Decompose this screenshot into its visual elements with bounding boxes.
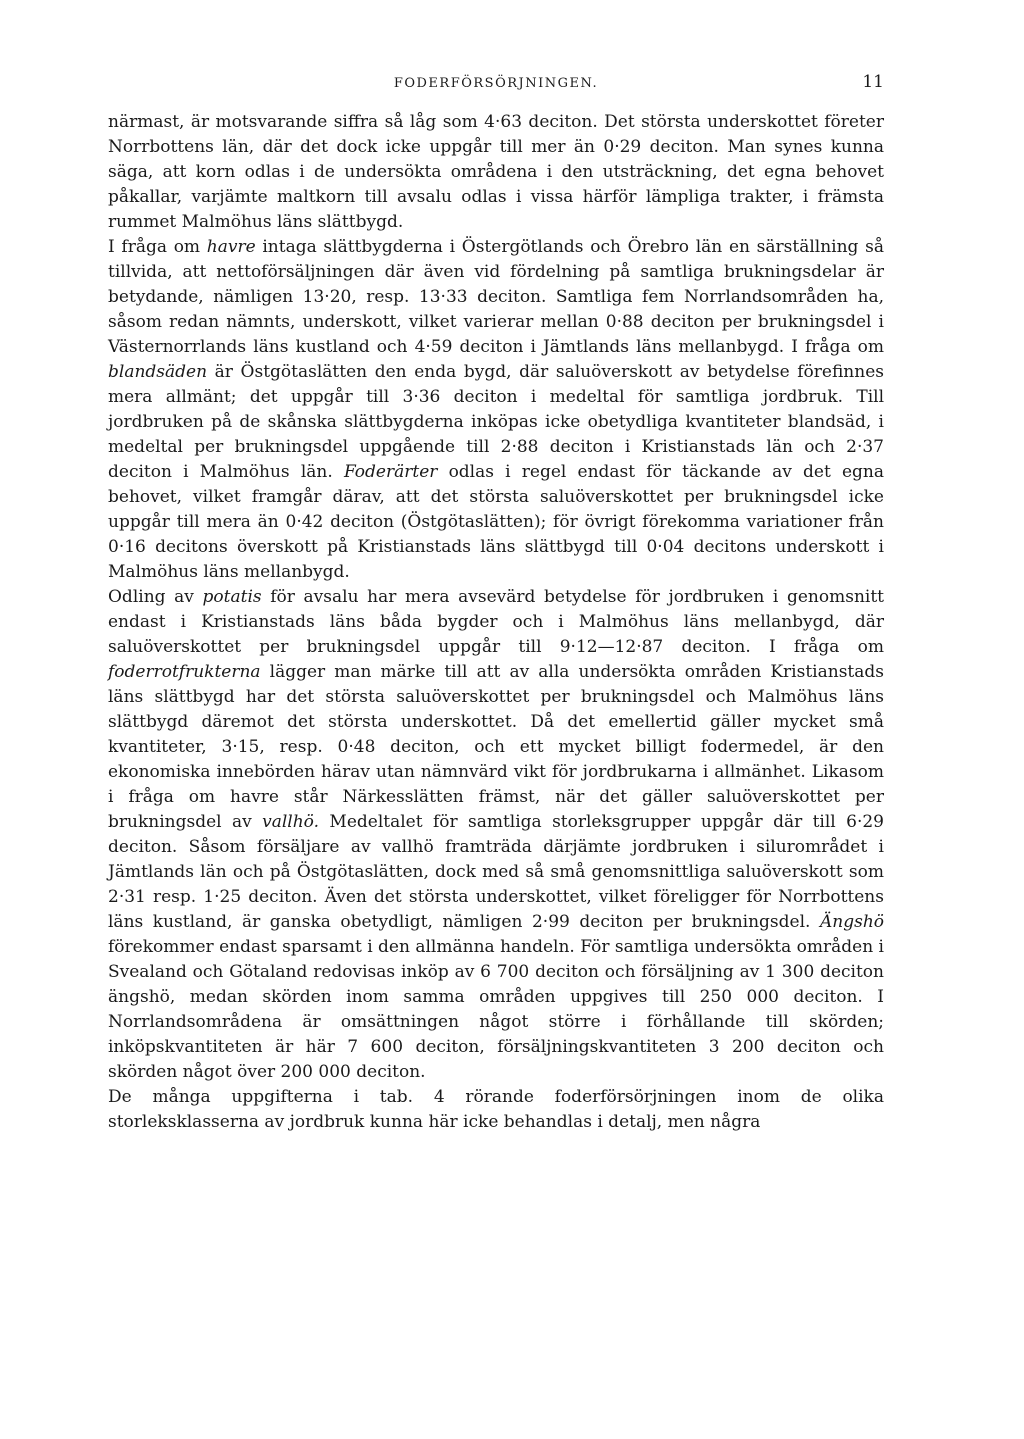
text-run: intaga slättbygderna i Östergötlands och Örebro län en särställning så tillvida, att nettoförsäljningen där även vid fördelning på samtliga brukningsdelar är betydande, nämligen 13·20, resp. 13·33 deciton. Samtliga fem Norrlandsområden ha, såsom redan nämnts, underskott, vilket varierar mellan 0·88 deciton per brukningsdel i Västernorrlands läns kustland och 4·59 deciton i Jämtlands läns mellanbygd. I fråga om (108, 237, 884, 357)
text-run: förekommer endast sparsamt i den allmänna handeln. För samtliga undersökta områden i Svealand och Götaland redovisas inköp av 6 700 deciton och försäljning av 1 300 deciton ängshö, medan skörden inom samma områden uppgives till 250 000 deciton. I Norrlandsområdena är omsättningen något större i förhållande till skörden; inköpskvantiteten är här 7 600 deciton, försäljningskvantiteten 3 200 deciton och skörden något över 200 000 deciton. (108, 937, 884, 1082)
running-header (108, 68, 884, 96)
text-run: för avsalu har mera avsevärd betydelse för jordbruken i genomsnitt endast i Kristianstads läns båda bygder och i Malmöhus läns mellanbygd, där saluöverskottet per brukningsdel uppgår till 9·12—12·87 deciton. I fråga om (108, 587, 884, 657)
text-run: lägger man märke till att av alla undersökta områden Kristianstads läns slättbygd har det största saluöverskottet per brukningsdel och Malmöhus läns slättbygd däremot det största underskottet. Då det emellertid gäller mycket små kvantiteter, 3·15, resp. 0·48 deciton, och ett mycket billigt fodermedel, är den ekonomiska innebörden härav utan nämnvärd vikt för jordbrukarna i allmänhet. Likasom i fråga om havre står Närkesslätten främst, när det gäller saluöverskottet per brukningsdel av (108, 662, 884, 832)
emphasized-term: blandsäden (108, 362, 208, 382)
emphasized-term: Foderärter (343, 462, 438, 482)
paragraph (108, 585, 884, 1085)
text-run: I fråga om (108, 237, 207, 257)
emphasized-term: havre (206, 237, 256, 257)
emphasized-term: foderrotfrukterna (108, 662, 261, 682)
body-text (108, 110, 884, 1135)
text-run: De många uppgifterna i tab. 4 rörande foderförsörjningen inom de olika storleksklasserna av jordbruk kunna här icke behandlas i detalj, men några (108, 1087, 884, 1132)
document-page (108, 68, 884, 1135)
emphasized-term: potatis (202, 587, 262, 607)
paragraph (108, 110, 884, 235)
text-run: odlas i regel endast för täckande av det egna behovet, vilket framgår därav, att det största saluöverskottet per brukningsdel icke uppgår till mera än 0·42 deciton (Östgötaslätten); för övrigt förekomma variationer från 0·16 decitons överskott på Kristianstads läns slättbygd till 0·04 decitons underskott i Malmöhus läns mellanbygd. (108, 462, 884, 582)
text-run: Odling av (108, 587, 203, 607)
page-number: 11 (862, 72, 884, 92)
paragraph (108, 235, 884, 585)
running-title: FODERFÖRSÖRJNINGEN. (393, 76, 599, 91)
emphasized-term: vallhö. (262, 812, 320, 832)
emphasized-term: Ängshö (819, 912, 884, 932)
paragraph (108, 1085, 884, 1135)
text-run: närmast, är motsvarande siffra så låg som 4·63 deciton. Det största underskottet företer Norrbottens län, där det dock icke uppgår till mer än 0·29 deciton. Man synes kunna säga, att korn odlas i de undersökta områdena i den utsträckning, det egna behovet påkallar, varjämte maltkorn till avsalu odlas i vissa härför lämpliga trakter, i främsta rummet Malmöhus läns slättbygd. (108, 112, 884, 232)
text-run: Medeltalet för samtliga storleksgrupper uppgår där till 6·29 deciton. Såsom försäljare av vallhö framträda därjämte jordbruken i silurområdet i Jämtlands län och på Östgötaslätten, dock med så små genomsnittliga saluöverskott som 2·31 resp. 1·25 deciton. Även det största underskottet, vilket föreligger för Norrbottens läns kustland, är ganska obetydligt, nämligen 2·99 deciton per brukningsdel. (108, 812, 884, 932)
text-run: är Östgötaslätten den enda bygd, där saluöverskott av betydelse förefinnes mera allmänt; det uppgår till 3·36 deciton i medeltal för samtliga jordbruk. Till jordbruken på de skånska slättbygderna inköpas icke obetydliga kvantiteter blandsäd, i medeltal per brukningsdel uppgående till 2·88 deciton i Kristianstads län och 2·37 deciton i Malmöhus län. (108, 362, 884, 482)
